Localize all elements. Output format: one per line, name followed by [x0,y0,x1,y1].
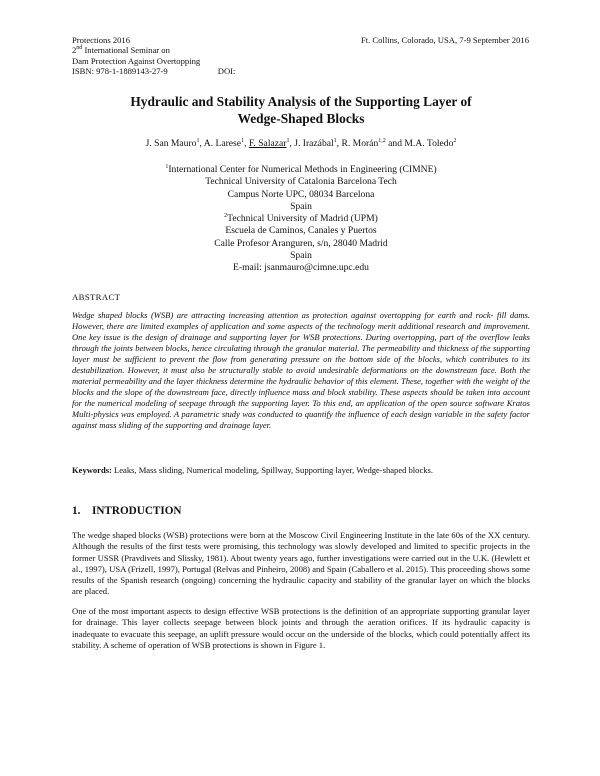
author-list: J. San Mauro$^1$, A. Larese$^1$, F. Salazar$^1$, J. Irazábal$^1$, R. Morán$^{1,2}$ and M.A. Toledo$^2$ [145,138,457,149]
affiliations: $^1$International Center for Numerical Methods in Engineering (CIMNE) Technical University of Catalonia Barcelona Tech Campus Norte UPC, 08034 Barcelona Spain $^2$Technical University of Madrid (UPM) Escuela de Caminos, Canales y Puertos Calle Profesor Aranguren, s/n, 28040 Madrid Spain E-mail: jsanmauro@cimne.upc.edu [72,164,530,275]
contact-email: E-mail: jsanmauro@cimne.upc.edu [233,262,369,274]
abstract-text: Wedge shaped blocks (WSB) are attracting increasing attention as protection against overtopping for earth and rock- fill dams. However, there are limited examples of application and some aspects of the technology merit additional research and improvement. One key issue is the design of drainage and supporting layer for WSB protections. During overtopping, part of the overflow leaks through the joints between blocks, hence circulating through the granular material. The permeability and thickness of the supporting layer must be sufficient to prevent the flow from generating pressure on the bottom side of the blocks, which contributes to its destabilization. However, it must also be structurally stable to avoid undesirable deformations on the downstream face. Both the material permeability and the layer thickness determine the hydraulic behavior of this element. These, together with the weight of the blocks and the slope of the downstream face, directly influence mass and block stability. These aspects should be taken into account for the numerical modeling of seepage through the supporting layer. To this end, an application of the open source software Kratos Multi-physics was employed. A parametric study was conducted to quantify the influence of each design variable in the safety factor against mass sliding of the supporting and drainage layer. [72,310,531,430]
author: M.A. Toledo$^2$ [404,138,457,149]
paper-title: Hydraulic and Stability Analysis of the Supporting Layer of Wedge-Shaped Blocks [130,94,472,126]
author: R. Morán$^{1,2}$ [341,138,386,149]
author-corresponding: F. Salazar$^1$ [248,138,290,149]
intro-paragraph-2: One of the most important aspects to design effective WSB protections is the definition of an appropriate supporting granular layer for drainage. This layer collects seepage between block joints and through the aeration orifices. If its hydraulic capacity is inadequate to evacuate this seepage, an uplift pressure would occur on the underside of the blocks, which could potentially affect its stability. A scheme of operation of WSB protections is shown in Figure 1. [72,606,531,650]
seminar-topic: Dam Protection Against Overtopping [72,55,201,66]
header-location-date: Ft. Collins, Colorado, USA, 7-9 September 2016 [360,35,529,45]
conference-name: Protections 2016 [72,35,131,45]
seminar-line: 2nd International Seminar on [72,45,170,56]
isbn: ISBN: 978-1-1889143-27-9 [72,66,168,77]
author: J. Irazábal$^1$ [294,138,337,149]
section-heading-introduction: 1. INTRODUCTION [72,505,182,517]
keywords-label: Keywords: [72,465,112,475]
intro-paragraph-1: The wedge shaped blocks (WSB) protections were born at the Moscow Civil Engineering Institute in the late 60s of the XX century. Although the results of the first tests were promising, this technology was slowly developed and limited to specific projects in the former USSR (Pravdivets and Slissky, 1981). About twenty years ago, further investigations were carried out in the U.K. (Hewlett et al., 1997), USA (Frizell, 1997), Portugal (Relvas and Pinheiro, 2008) and Spain (Caballero et al. 2015). This proceeding shows some results of the Spanish research (ongoing) concerning the hydraulic capacity and stability of the granular layer on which the blocks are placed. [72,530,530,597]
keywords [72,465,530,476]
author: A. Larese$^1$ [203,138,245,149]
abstract-heading: ABSTRACT [72,292,121,302]
isbn-line [72,66,235,76]
header-left [72,35,235,77]
author: J. San Mauro$^1$ [145,138,200,149]
keywords-text: Leaks, Mass sliding, Numerical modeling, Spillway, Supporting layer, Wedge-shaped blocks. [111,465,433,475]
doi: DOI: [217,66,236,77]
